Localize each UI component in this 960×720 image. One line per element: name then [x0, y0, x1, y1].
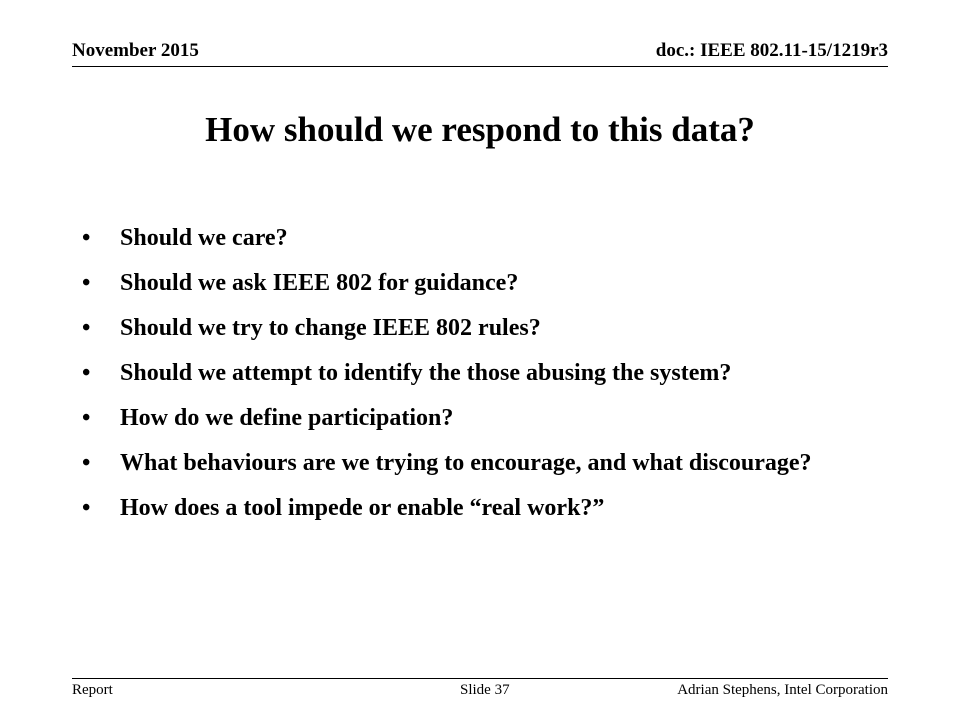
bullet-text: Should we attempt to identify the those abusing the system? — [120, 360, 732, 386]
footer-slide-number: Slide 37 — [460, 682, 510, 698]
bullet-icon: • — [82, 315, 91, 341]
footer-divider — [72, 678, 888, 679]
bullet-text: What behaviours are we trying to encourage, and what discourage? — [120, 450, 812, 476]
bullet-item — [80, 447, 900, 479]
bullet-icon: • — [82, 360, 91, 386]
bullet-item — [80, 267, 900, 299]
bullet-list — [80, 222, 900, 537]
slide-title: How should we respond to this data? — [205, 110, 755, 149]
bullet-text: Should we try to change IEEE 802 rules? — [120, 315, 541, 341]
bullet-item — [80, 492, 900, 524]
bullet-icon: • — [82, 270, 91, 296]
bullet-text: How do we define participation? — [120, 405, 454, 431]
bullet-item — [80, 357, 900, 389]
bullet-text: Should we care? — [120, 225, 288, 251]
bullet-icon: • — [82, 495, 91, 521]
footer-report-label: Report — [72, 682, 113, 698]
bullet-text: Should we ask IEEE 802 for guidance? — [120, 270, 519, 296]
header-date: November 2015 — [72, 40, 199, 61]
header-divider — [72, 66, 888, 67]
bullet-text: How does a tool impede or enable “real work?” — [120, 495, 605, 521]
footer-author: Adrian Stephens, Intel Corporation — [677, 682, 888, 698]
header-doc-id: doc.: IEEE 802.11-15/1219r3 — [655, 40, 888, 61]
bullet-icon: • — [82, 405, 91, 431]
bullet-icon: • — [82, 225, 91, 251]
bullet-item — [80, 222, 900, 254]
bullet-item — [80, 312, 900, 344]
bullet-icon: • — [82, 450, 91, 476]
bullet-item — [80, 402, 900, 434]
